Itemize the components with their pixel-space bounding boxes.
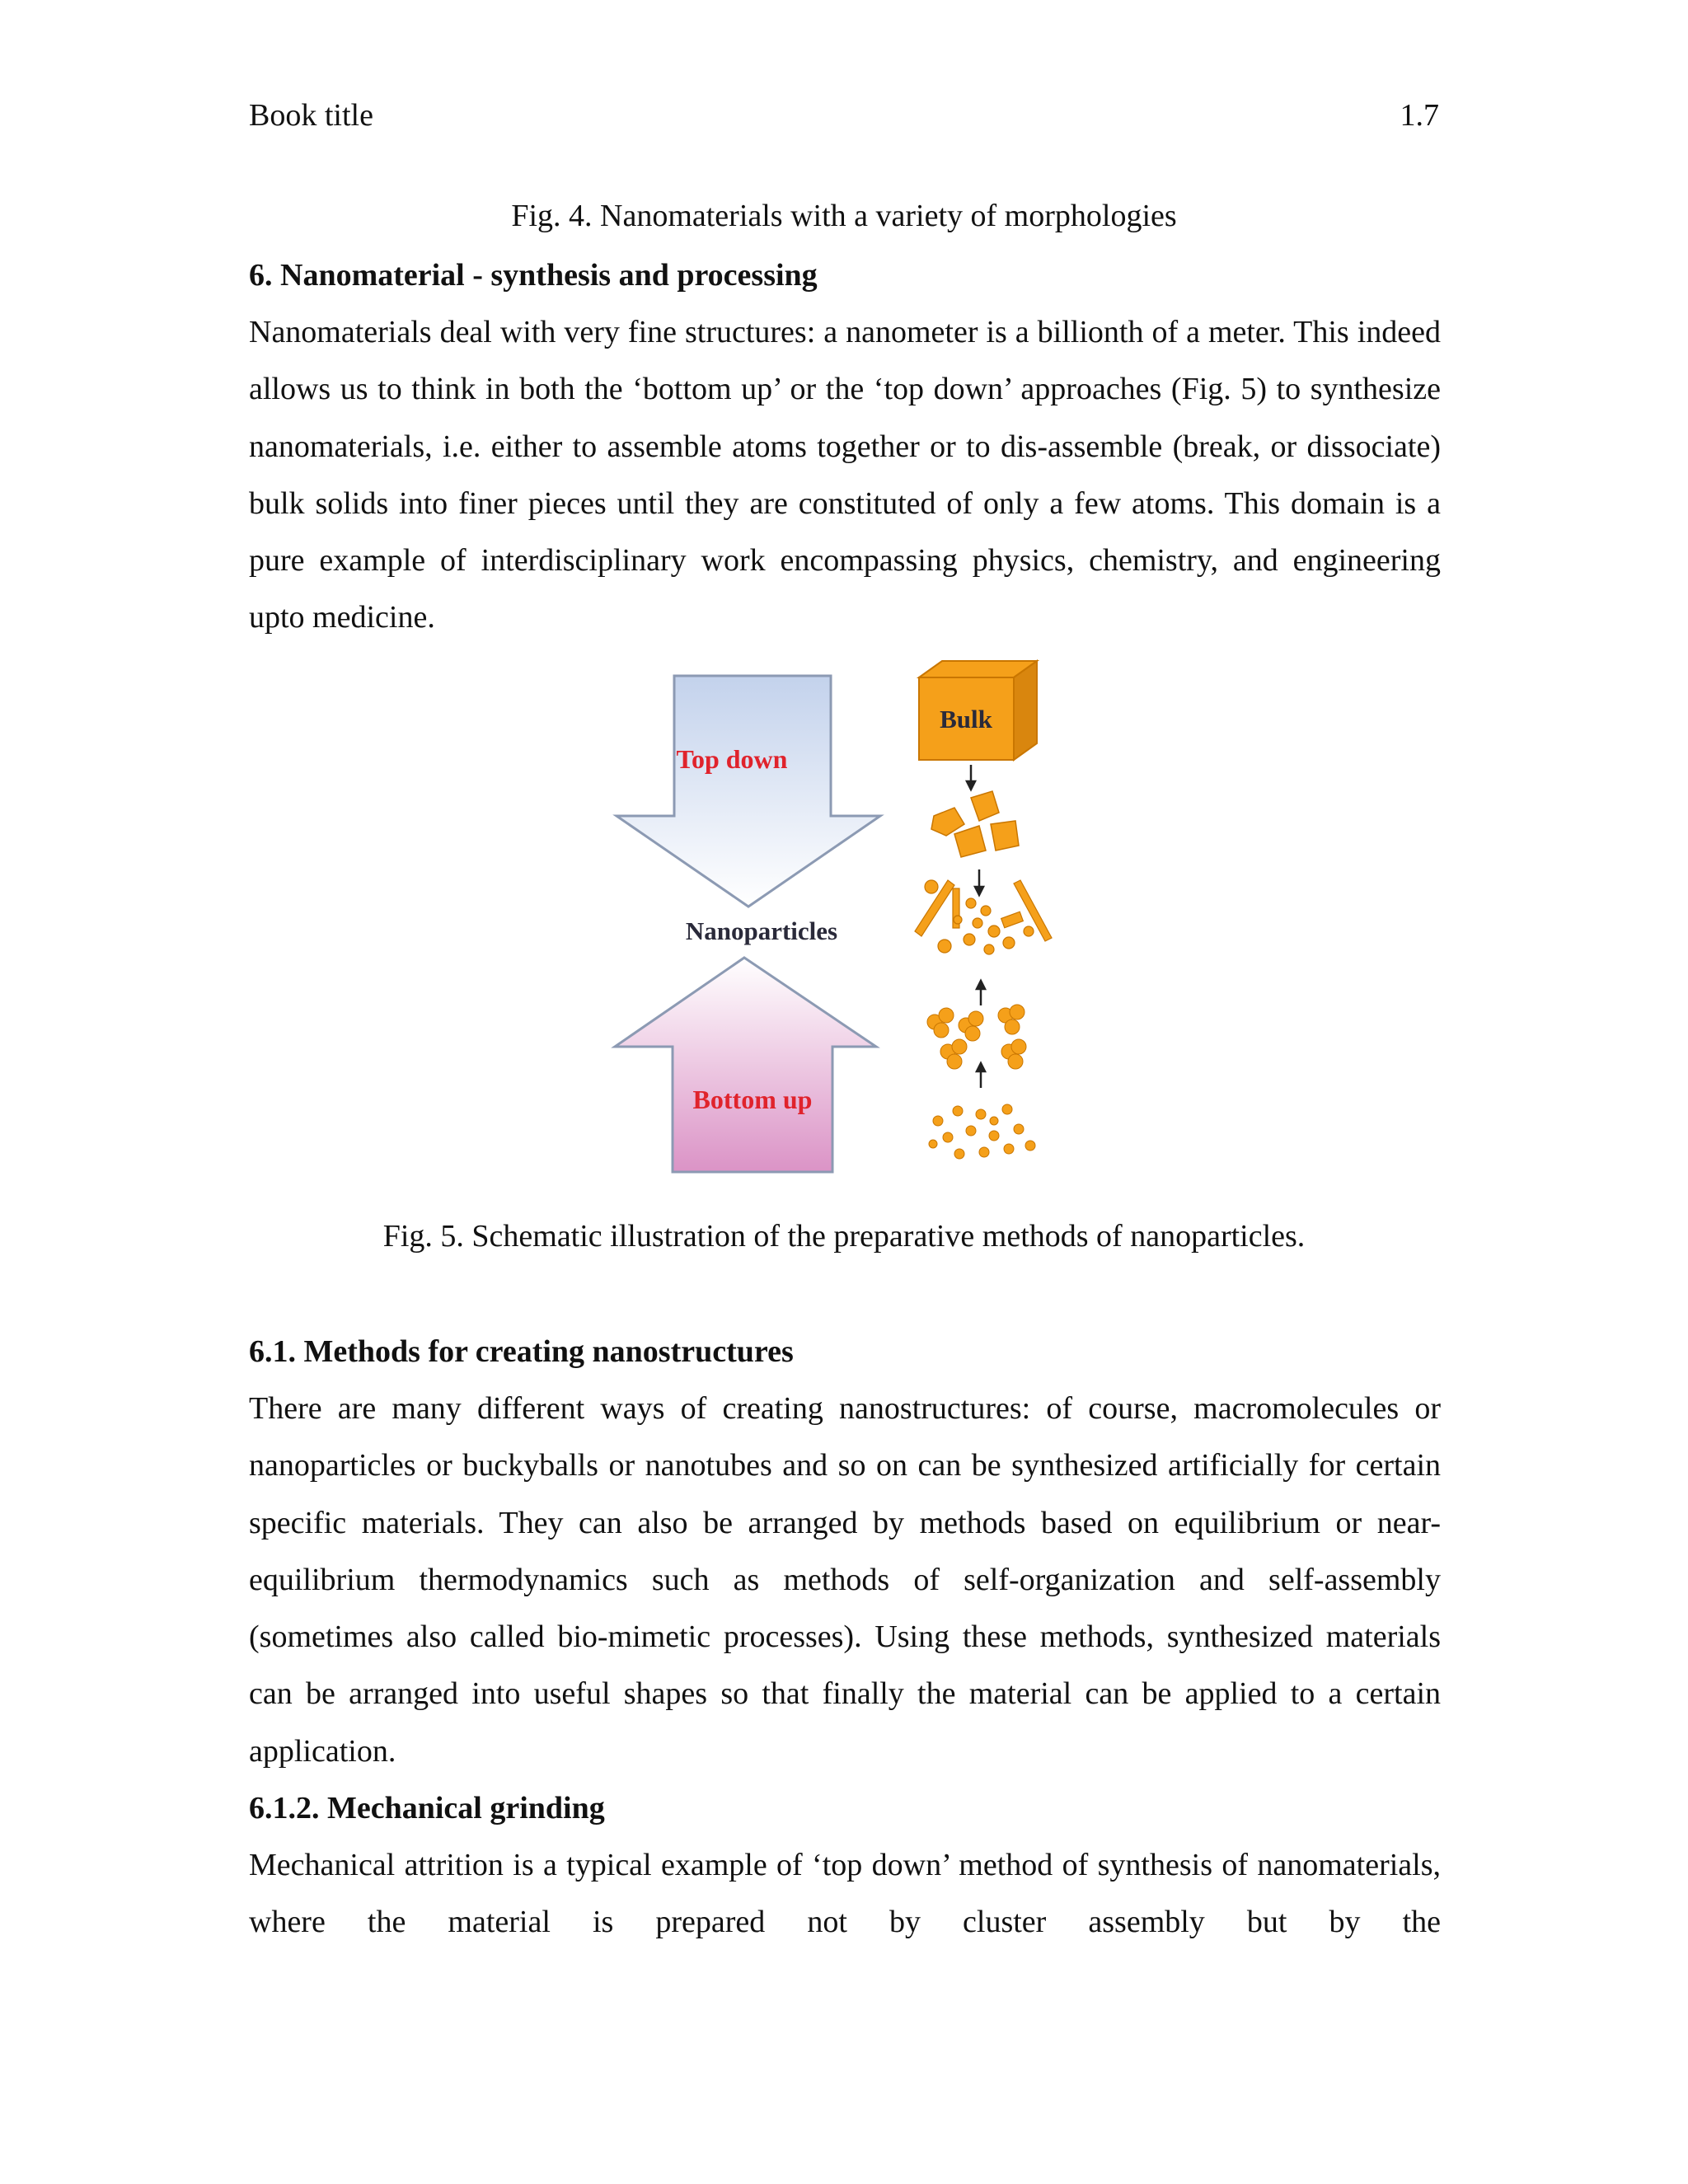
bulk-label: Bulk [940, 705, 992, 733]
section-6-paragraph: Nanomaterials deal with very fine structures: a nanometer is a billionth of a meter. This indeed allows us to think in both the ‘bottom up’ or the ‘top down’ approaches (Fig. 5) to synthesize nanomaterials, i.e. either to assemble atoms together or to dis-assemble (break, or dissociate) bulk solids into finer pieces until they are constituted of only a few atoms. This domain is a pure example of interdisciplinary work encompassing physics, chemistry, and engineering upto medicine. [249, 315, 1441, 635]
top-down-arrow [617, 676, 880, 907]
bottom-up-arrow [615, 958, 876, 1172]
broken-pieces [931, 791, 1019, 857]
fig5-caption: Fig. 5. Schematic illustration of the preparative methods of nanoparticles. [382, 1219, 1306, 1254]
nanoparticles-label: Nanoparticles [685, 916, 838, 945]
top-down-label: Top down [676, 744, 788, 774]
header-book-title: Book title [249, 98, 373, 133]
section-6-1-2-paragraph: Mechanical attrition is a typical example of ‘top down’ method of synthesis of nanomaterials, where the material is prepared not by cluster assembly but by the [249, 1848, 1441, 1940]
fig4-caption: Fig. 4. Nanomaterials with a variety of morphologies [511, 199, 1177, 233]
section-6-heading: 6. Nanomaterial - synthesis and processing [249, 258, 818, 293]
bottom-up-label: Bottom up [692, 1085, 813, 1114]
nanoparticle-cluster [915, 880, 1052, 954]
section-6-1-heading: 6.1. Methods for creating nanostructures [249, 1334, 794, 1369]
header-page-number: 1.7 [1400, 98, 1439, 133]
section-6 [249, 247, 1441, 647]
atom-clusters [927, 1005, 1026, 1069]
figure-5-illustration [608, 659, 1070, 1187]
section-6-1-2-heading: 6.1.2. Mechanical grinding [249, 1791, 605, 1826]
section-6-1-paragraph: There are many different ways of creating nanostructures: of course, macromolecules or nanoparticles or buckyballs or nanotubes and so on can be synthesized artificially for certain specific materials. They can also be arranged by methods based on equilibrium or near-equilibrium thermodynamics such as methods of self-organization and self-assembly (sometimes also called bio-mimetic processes). Using these methods, synthesized materials can be arranged into useful shapes so that finally the material can be applied to a certain application. [249, 1391, 1441, 1769]
section-6-1 [249, 1324, 1441, 1952]
scattered-atoms [929, 1104, 1035, 1159]
